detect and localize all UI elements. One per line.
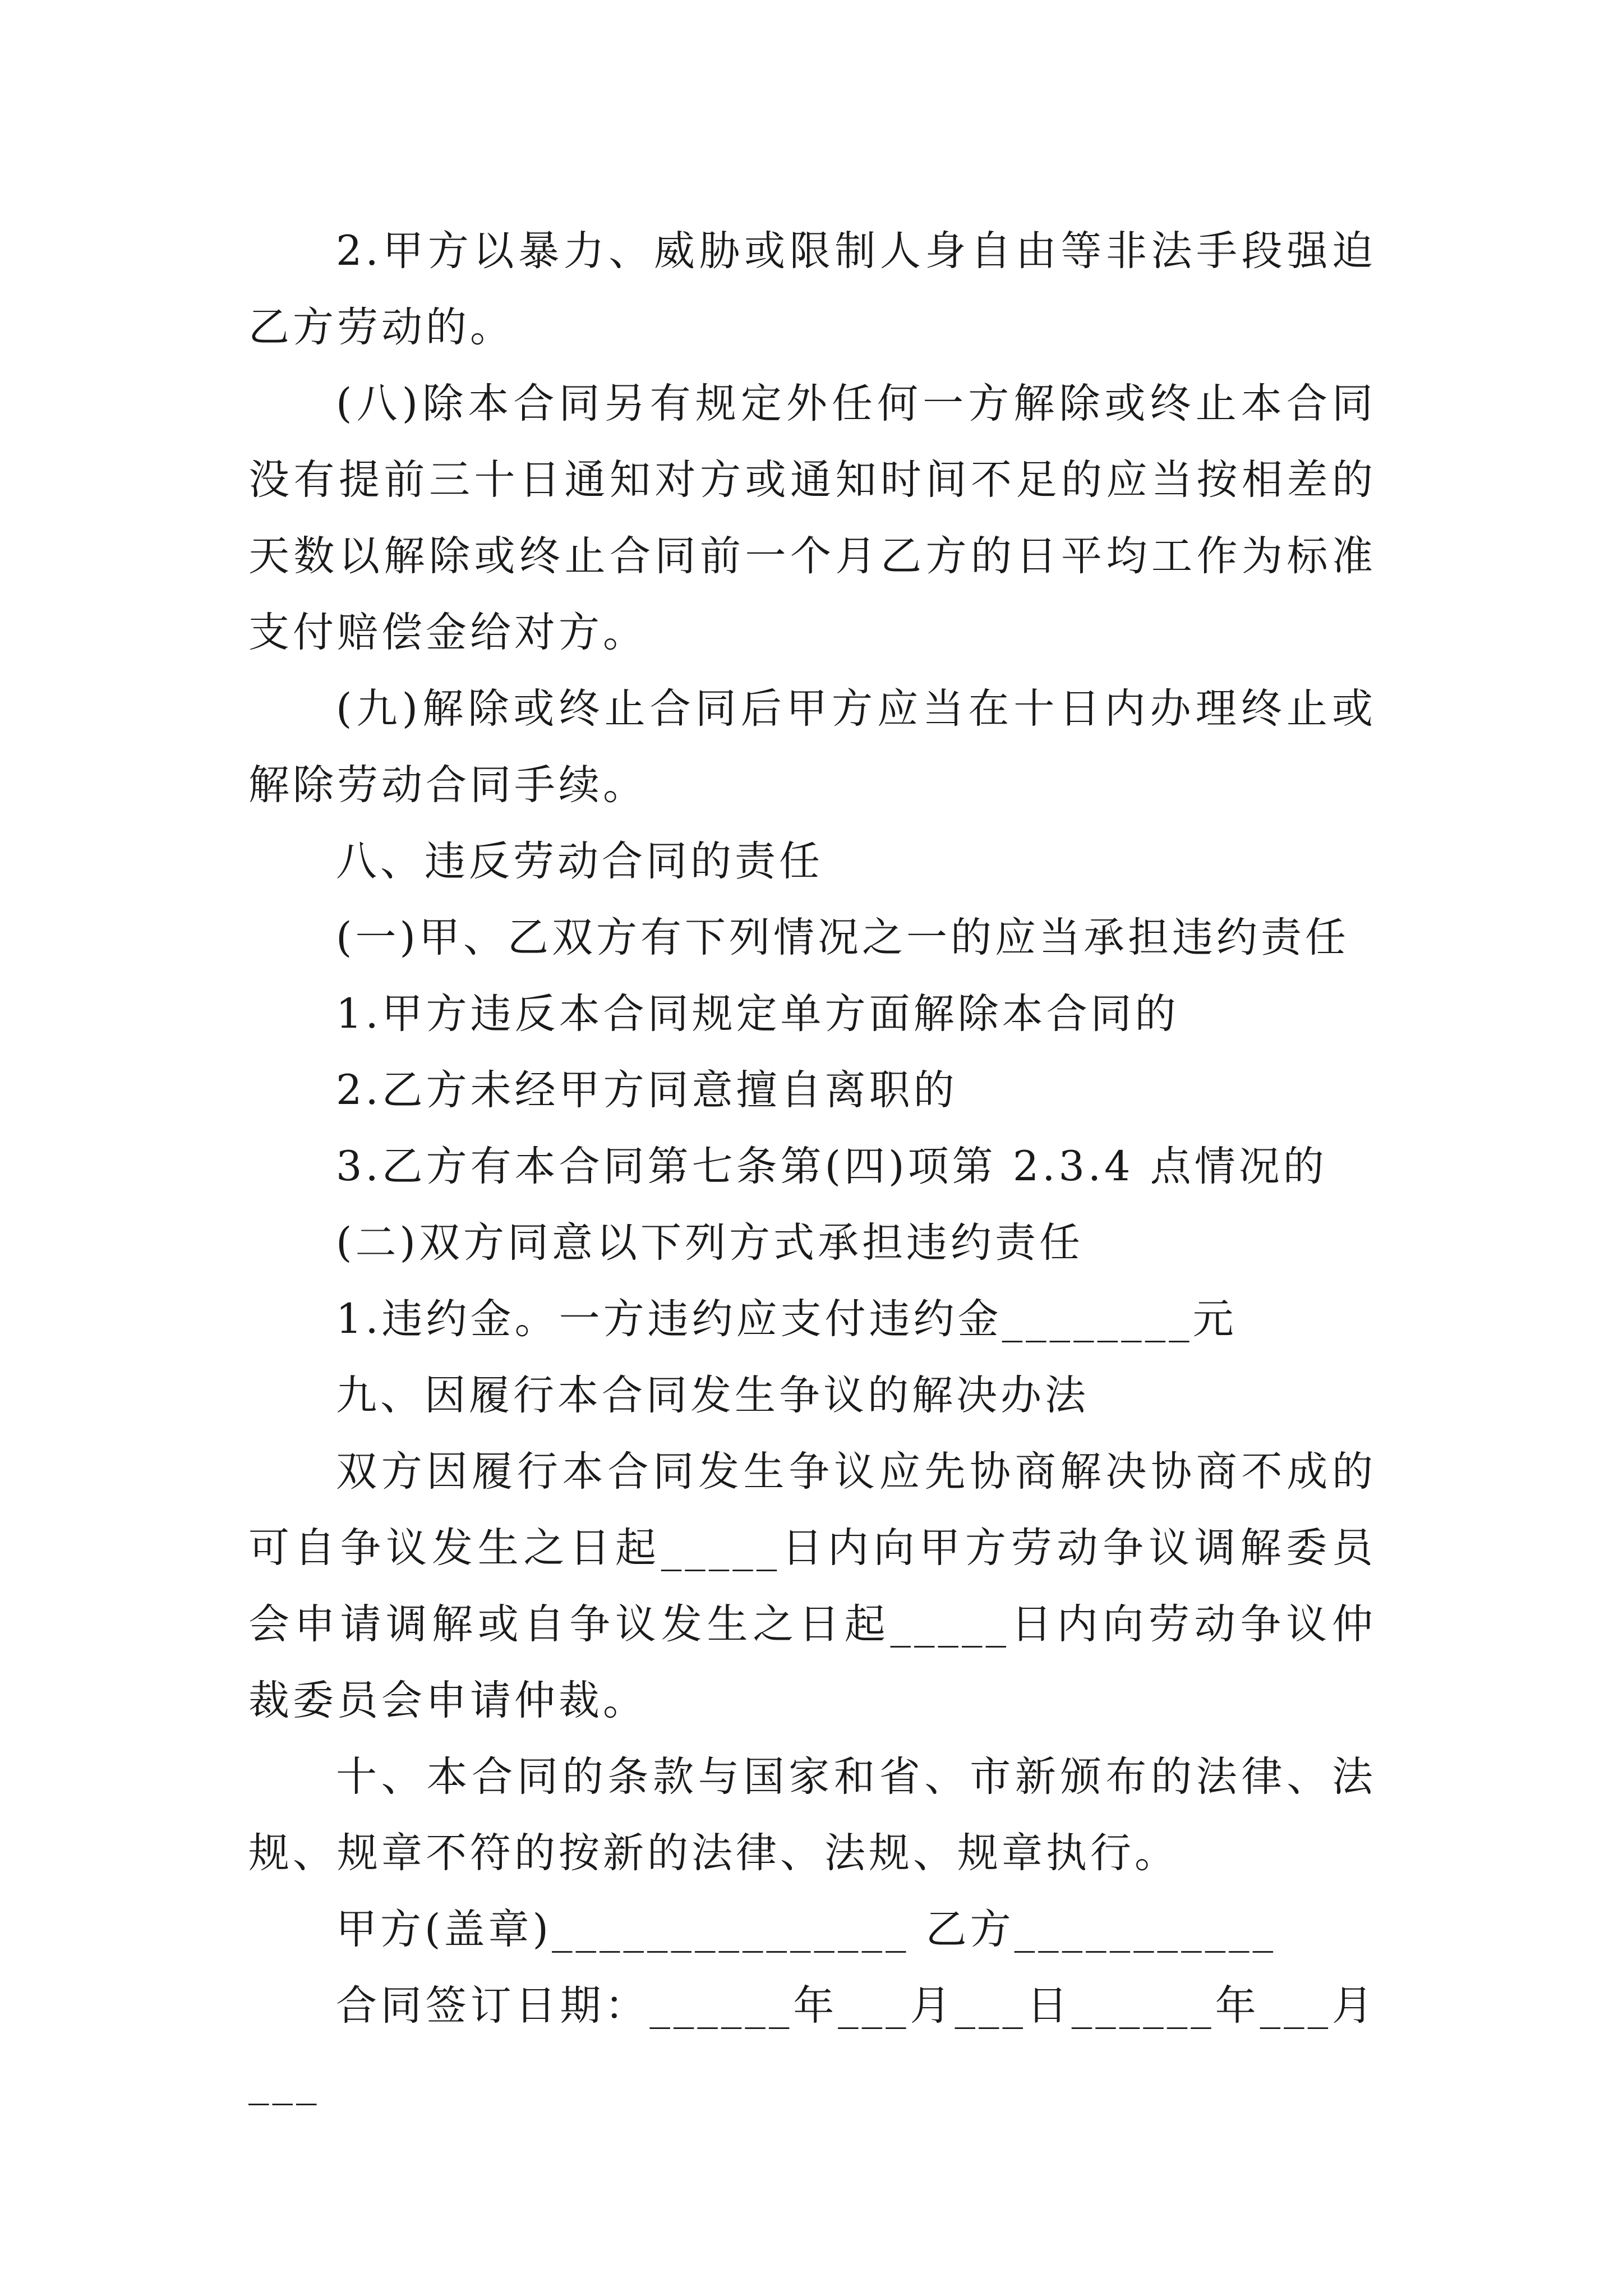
signature-line: 甲方(盖章)_______________ 乙方___________ — [336, 1906, 1277, 1953]
paragraph-dispute: 双方因履行本合同发生争议应先协商解决协商不成的可自争议发生之日起_____日内向甲方劳动争议调解委员会申请调解或自争议发生之日起_____日内向劳动争议仲裁委员会申请仲裁。 — [248, 1448, 1376, 1724]
section-heading-9: 九、因履行本合同发生争议的解决办法 — [336, 1372, 1089, 1419]
list-item-1: 1.甲方违反本合同规定单方面解除本合同的 — [336, 990, 1179, 1038]
section-heading-10: 十、本合同的条款与国家和省、市新颁布的法律、法规、规章不符的按新的法律、法规、规章执行。 — [248, 1753, 1376, 1877]
document-body — [248, 213, 1376, 2120]
paragraph-clause-8: (八)除本合同另有规定外任何一方解除或终止本合同没有提前三十日通知对方或通知时间不足的应当按相差的天数以解除或终止合同前一个月乙方的日平均工作为标准支付赔偿金给对方。 — [248, 380, 1376, 656]
paragraph-liability-1: (一)甲、乙双方有下列情况之一的应当承担违约责任 — [336, 914, 1349, 961]
paragraph-clause-9: (九)解除或终止合同后甲方应当在十日内办理终止或解除劳动合同手续。 — [248, 685, 1376, 809]
section-heading-8: 八、违反劳动合同的责任 — [336, 838, 823, 885]
paragraph-item-2: 2.甲方以暴力、威胁或限制人身自由等非法手段强迫乙方劳动的。 — [248, 227, 1376, 351]
signing-date-line: 合同签订日期：______年___月___日______年___月___ — [248, 1982, 1376, 2106]
paragraph-liability-2: (二)双方同意以下列方式承担违约责任 — [336, 1219, 1083, 1267]
list-item-2: 2.乙方未经甲方同意擅自离职的 — [336, 1066, 958, 1114]
list-item-penalty: 1.违约金。一方违约应支付违约金________元 — [336, 1295, 1237, 1343]
list-item-3: 3.乙方有本合同第七条第(四)项第 2.3.4 点情况的 — [336, 1143, 1327, 1190]
